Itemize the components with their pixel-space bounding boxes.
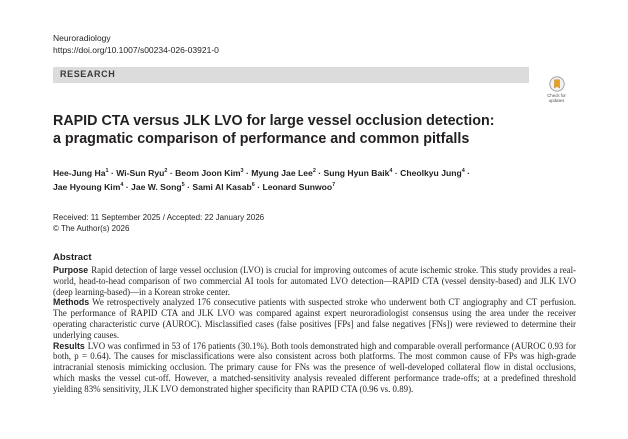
author[interactable]: Beom Joon Kim$^3$: [175, 168, 244, 178]
article-type-label: RESEARCH: [60, 69, 116, 79]
title-line: a pragmatic comparison of performance and common pitfalls: [53, 131, 470, 147]
dates-block: [53, 212, 264, 234]
author[interactable]: Sung Hyun Baik$^4$: [323, 168, 393, 178]
purpose-label: Purpose: [53, 265, 89, 275]
abstract-purpose: [53, 265, 576, 297]
check-for-updates-badge[interactable]: [543, 76, 570, 106]
badge-label: Check for updates: [547, 93, 566, 103]
methods-label: Methods: [53, 297, 90, 308]
author[interactable]: Leonard Sunwoo$^7$: [262, 182, 336, 192]
abstract-results: [53, 341, 576, 395]
article-title: [53, 112, 523, 148]
abstract-methods: [53, 297, 576, 340]
author-list: [53, 166, 573, 194]
methods-text: We retrospectively analyzed 176 consecutive patients with suspected stroke who underwent both CT angiography and CT perfusion. The performance of RAPID CTA and JLK LVO was compared against expert neuroradiologist consensus using the area under the receiver operating characteristic curve (AUROC). Misclassified cases (false positives [FPs] and false negatives [FNs]) were reviewed to determine their underlying causes.: [53, 297, 576, 340]
author[interactable]: Jae Hyoung Kim$^4$: [53, 182, 124, 192]
journal-name: Neuroradiology: [53, 33, 111, 43]
author-line: Hee-Jung $Ha^1 \cdot Wi-Sun$ Ryu$^2$ · Beom Joon Kim$^3$ · Myung Jae Lee$^2$ · Sung Hyun Baik$^4$ · Cheolkyu Jung$^4$ ·: [53, 168, 471, 178]
bookmark-icon: [549, 76, 565, 92]
abstract-body: [53, 265, 576, 395]
copyright-line: © The Author(s) 2026: [53, 224, 130, 233]
author-line: Jae Hyoung Kim$^4$ · Jae W. Song$^5$ · Sami Al Kasab$^6$ · Leonard Sunwoo$^7$: [53, 182, 336, 192]
results-label: Results: [53, 340, 85, 351]
abstract-heading: Abstract: [53, 252, 92, 263]
author[interactable]: Myung Jae Lee$^2$: [251, 168, 316, 178]
author[interactable]: Hee-Jung Ha$^1$: [53, 168, 109, 178]
author[interactable]: Sami Al Kasab$^6$: [192, 182, 255, 192]
author[interactable]: Jae W. Song$^5$: [131, 182, 185, 192]
purpose-text: Rapid detection of large vessel occlusion (LVO) is crucial for improving outcomes of acute ischemic stroke. This study provides a real-world, head-to-head comparison of two commercial AI tools for automated LVO detection—RAPID CTA (vessel density-based) and JLK LVO (deep learning-based)—in a Korean stroke center.: [53, 265, 576, 297]
results-text: LVO was confirmed in 53 of 176 patients (30.1%). Both tools demonstrated high and comparable overall performance (AUROC 0.93 for both, p = 0.64). The causes for misclassifications were also consistent across both platforms. The most common cause of FPs was high-grade intracranial stenosis mimicking occlusion. The primary cause for FNs was the presence of well-developed collateral flow in distal occlusions, which masks the vessel cut-off. However, a matched-sensitivity analysis revealed different performance trade-offs; at a predefined threshold yielding 83% sensitivity, JLK LVO demonstrated higher specificity than RAPID CTA (0.96 vs. 0.89).: [53, 340, 576, 394]
title-line: RAPID CTA versus JLK LVO for large vessel occlusion detection:: [53, 113, 495, 129]
received-accepted: Received: 11 September 2025 / Accepted: 22 January 2026: [53, 213, 265, 222]
doi-link[interactable]: https://doi.org/10.1007/s00234-026-03921-0: [53, 45, 219, 55]
section-bar: [53, 67, 529, 83]
author[interactable]: Wi-Sun Ryu$^2$: [116, 168, 168, 178]
author[interactable]: Cheolkyu Jung$^4$: [400, 168, 465, 178]
